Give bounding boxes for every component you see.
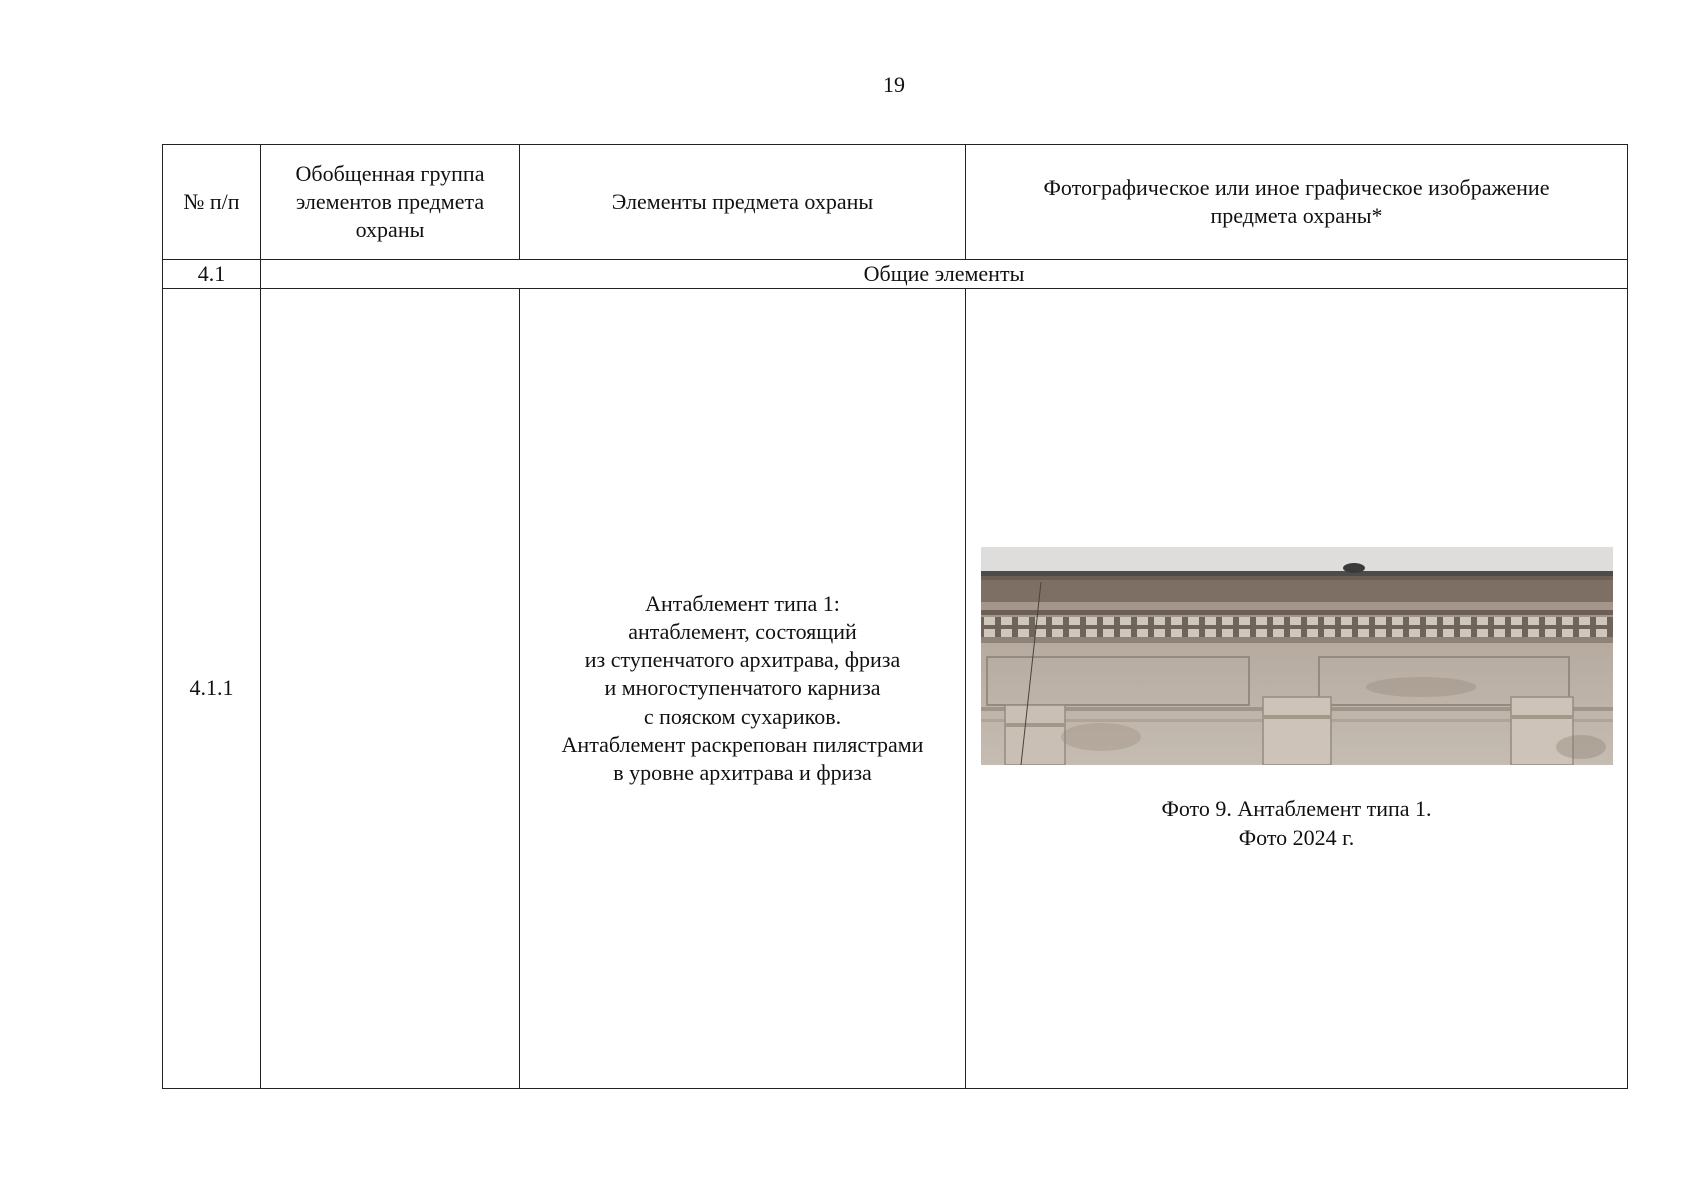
- page-number: 19: [883, 72, 905, 97]
- section-number: 4.1: [163, 260, 261, 289]
- table-row: [163, 289, 1628, 1089]
- table-header-row: [163, 145, 1628, 260]
- header-image-label: Фотографическое или иное графическое изображение предмета охраны*: [1043, 174, 1550, 228]
- section-row: [163, 260, 1628, 289]
- row-element-description: [520, 289, 966, 1089]
- entablature-photo: [981, 547, 1613, 765]
- row-photo-cell: [966, 289, 1628, 1089]
- protection-table: [162, 144, 1628, 1089]
- row-group: [261, 289, 520, 1089]
- element-description-text: Антаблемент типа 1: антаблемент, состоящий из ступенчатого архитрава, фриза и многоступенчатого карниза с пояском сухариков. Антаблемент раскрепован пилястрами в уровне архитрава и фриза: [561, 590, 924, 785]
- header-group: Обобщенная группа элементов предмета охраны: [261, 145, 520, 260]
- section-title: Общие элементы: [261, 260, 1628, 289]
- row-number: 4.1.1: [163, 289, 261, 1089]
- header-elements: Элементы предмета охраны: [520, 145, 966, 260]
- header-number: № п/п: [163, 145, 261, 260]
- header-image: [966, 145, 1628, 260]
- photo-caption: Фото 9. Антаблемент типа 1. Фото 2024 г.: [1161, 796, 1432, 850]
